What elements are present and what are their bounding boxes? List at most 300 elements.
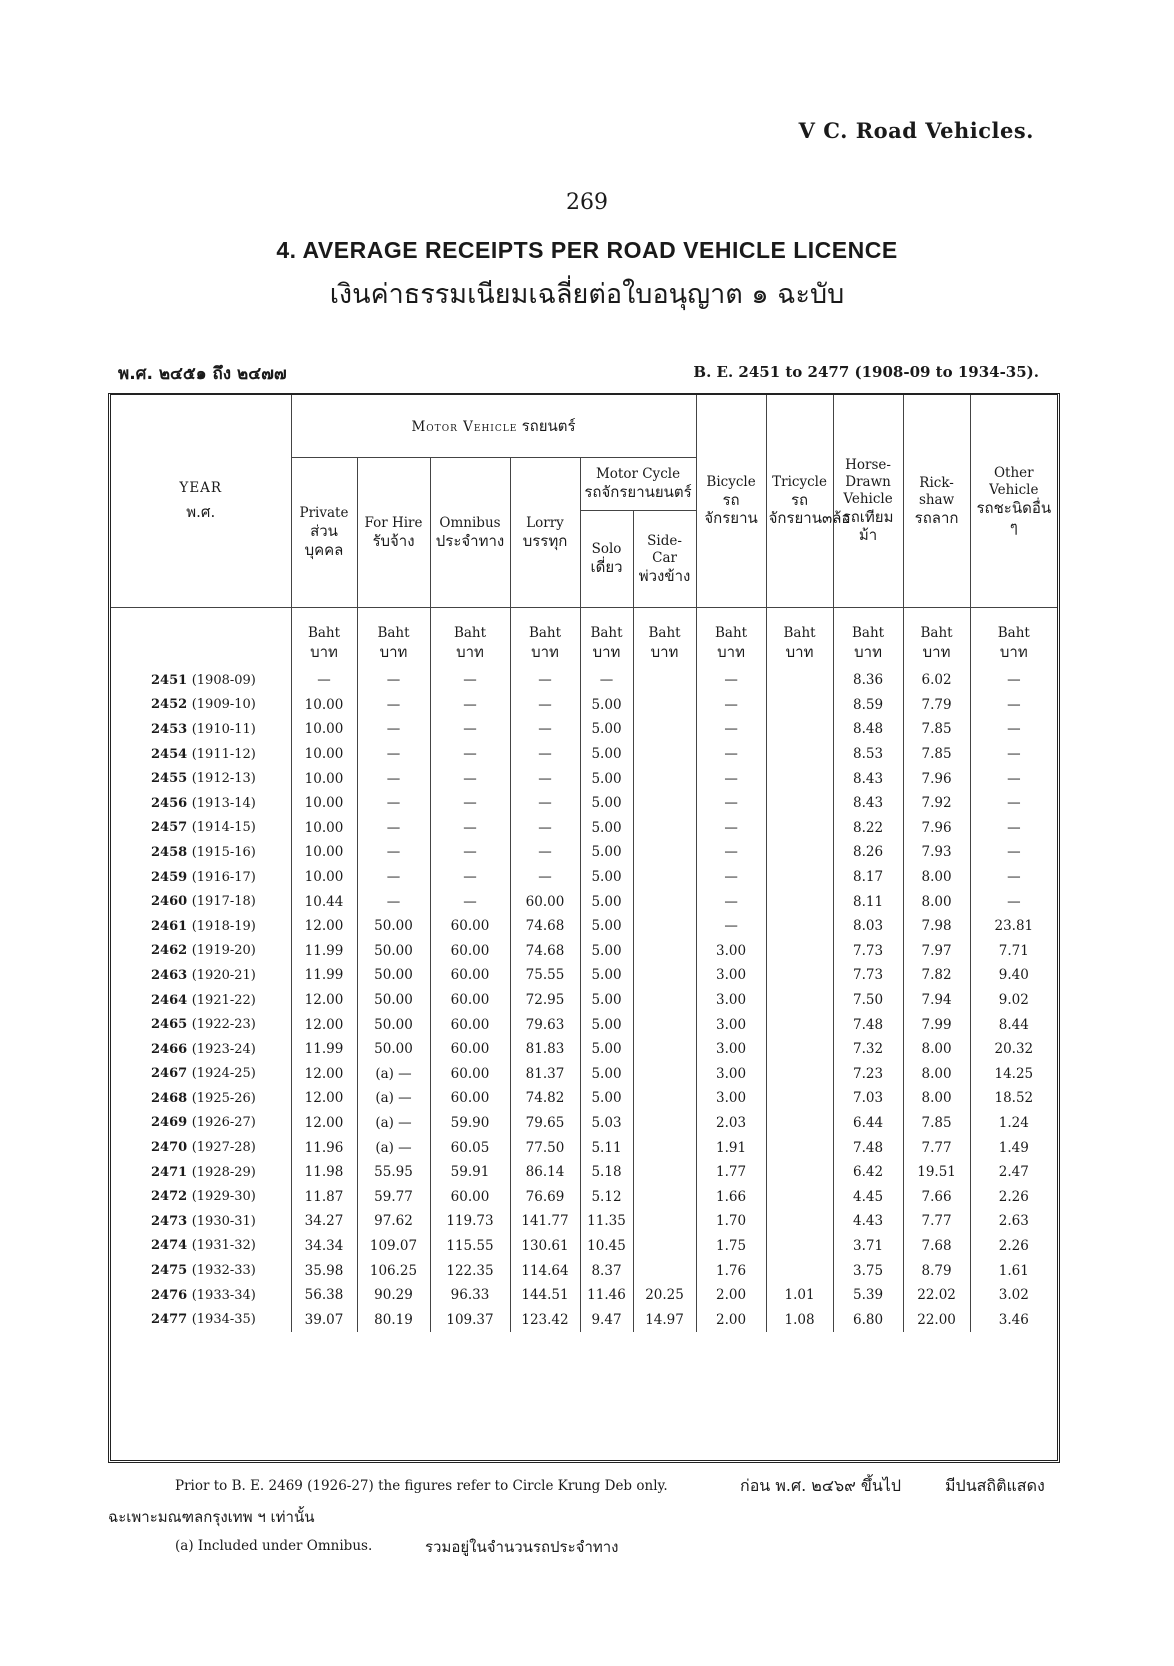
cell-rickshaw: 22.02 [903, 1283, 970, 1308]
cell-hire: 59.77 [357, 1184, 430, 1209]
cell-private: 11.99 [291, 963, 357, 988]
cell-other: 3.46 [970, 1307, 1057, 1332]
cell-other: 2.63 [970, 1209, 1057, 1234]
unit-cell: Baht บาท [357, 608, 430, 669]
unit-cell: Baht บาท [633, 608, 696, 669]
cell-hire: 50.00 [357, 914, 430, 939]
cell-horse: 8.03 [833, 914, 903, 939]
cell-tricycle [766, 742, 833, 767]
cell-tricycle [766, 1062, 833, 1087]
cell-tricycle [766, 1111, 833, 1136]
cell-rickshaw: 7.99 [903, 1012, 970, 1037]
cell-side [633, 1160, 696, 1185]
cell-horse: 4.45 [833, 1184, 903, 1209]
cell-rickshaw: 7.77 [903, 1209, 970, 1234]
cell-horse: 8.17 [833, 865, 903, 890]
table-row [111, 1062, 1057, 1087]
cell-other: — [970, 717, 1057, 742]
unit-cell: Baht บาท [430, 608, 510, 669]
cell-private: — [291, 668, 357, 693]
year-cell: 2469 (1926-27) [151, 1115, 256, 1131]
col-group-motor-cycle: Motor Cycle รถจักรยานยนตร์ [580, 458, 696, 511]
cell-private: 12.00 [291, 1086, 357, 1111]
cell-lorry: 130.61 [510, 1234, 580, 1259]
table-row [111, 1209, 1057, 1234]
cell-omnibus: — [430, 693, 510, 718]
cell-hire: 50.00 [357, 988, 430, 1013]
cell-horse: 7.73 [833, 963, 903, 988]
cell-omnibus: 60.00 [430, 914, 510, 939]
cell-side [633, 1135, 696, 1160]
cell-other: — [970, 693, 1057, 718]
receipts-table-frame [108, 393, 1060, 1463]
cell-private: 56.38 [291, 1283, 357, 1308]
cell-solo: 5.18 [580, 1160, 633, 1185]
cell-rickshaw: 19.51 [903, 1160, 970, 1185]
cell-omnibus: 60.00 [430, 1086, 510, 1111]
cell-omnibus: 115.55 [430, 1234, 510, 1259]
cell-bicycle: 3.00 [696, 939, 766, 964]
cell-bicycle: — [696, 791, 766, 816]
cell-tricycle [766, 1135, 833, 1160]
col-other-vehicle: Other Vehicle รถชะนิดอื่น ๆ [970, 395, 1057, 608]
cell-bicycle: — [696, 914, 766, 939]
cell-bicycle: 3.00 [696, 1062, 766, 1087]
cell-solo: 5.00 [580, 693, 633, 718]
cell-tricycle [766, 693, 833, 718]
cell-lorry: — [510, 865, 580, 890]
cell-private: 12.00 [291, 1012, 357, 1037]
cell-solo: 5.00 [580, 889, 633, 914]
cell-solo: 11.35 [580, 1209, 633, 1234]
cell-hire: — [357, 742, 430, 767]
cell-private: 35.98 [291, 1258, 357, 1283]
cell-lorry: 76.69 [510, 1184, 580, 1209]
table-row [111, 1307, 1057, 1332]
cell-lorry: 81.83 [510, 1037, 580, 1062]
cell-rickshaw: 7.85 [903, 742, 970, 767]
cell-tricycle [766, 1086, 833, 1111]
col-private: Private ส่วนบุคคล [291, 458, 357, 608]
table-row [111, 1111, 1057, 1136]
cell-tricycle [766, 668, 833, 693]
col-tricycle: Tricycle รถจักรยาน๓ล้อ [766, 395, 833, 608]
cell-rickshaw: 7.85 [903, 1111, 970, 1136]
cell-private: 11.99 [291, 939, 357, 964]
cell-solo: 5.00 [580, 1062, 633, 1087]
cell-hire: (a) — [357, 1062, 430, 1087]
col-bicycle: Bicycle รถจักรยาน [696, 395, 766, 608]
cell-solo: — [580, 668, 633, 693]
year-cell: 2473 (1930-31) [151, 1213, 256, 1229]
cell-horse: 3.75 [833, 1258, 903, 1283]
cell-bicycle: — [696, 816, 766, 841]
year-range-th: พ.ศ. ๒๔๕๑ ถึง ๒๔๗๗ [118, 364, 287, 384]
table-row [111, 668, 1057, 693]
cell-rickshaw: 7.66 [903, 1184, 970, 1209]
cell-rickshaw: 7.92 [903, 791, 970, 816]
table-title-en: 4. AVERAGE RECEIPTS PER ROAD VEHICLE LICENCE [276, 237, 898, 263]
cell-side [633, 1258, 696, 1283]
table-row [111, 840, 1057, 865]
year-cell: 2471 (1928-29) [151, 1164, 256, 1180]
footnote-prior-th-a: ก่อน พ.ศ. ๒๔๖๙ ขึ้นไป [740, 1476, 901, 1495]
cell-private: 11.99 [291, 1037, 357, 1062]
table-row [111, 889, 1057, 914]
cell-hire: — [357, 816, 430, 841]
cell-bicycle: 1.77 [696, 1160, 766, 1185]
cell-rickshaw: 22.00 [903, 1307, 970, 1332]
cell-private: 34.34 [291, 1234, 357, 1259]
cell-hire: 90.29 [357, 1283, 430, 1308]
cell-rickshaw: 8.00 [903, 889, 970, 914]
section-heading: V C. Road Vehicles. [798, 118, 1034, 143]
table-row [111, 1234, 1057, 1259]
year-cell: 2461 (1918-19) [151, 918, 256, 934]
cell-hire: — [357, 668, 430, 693]
cell-solo: 5.00 [580, 1086, 633, 1111]
cell-lorry: — [510, 816, 580, 841]
cell-solo: 8.37 [580, 1258, 633, 1283]
cell-solo: 5.00 [580, 1012, 633, 1037]
cell-omnibus: — [430, 766, 510, 791]
cell-side [633, 668, 696, 693]
cell-bicycle: 3.00 [696, 1012, 766, 1037]
cell-tricycle [766, 865, 833, 890]
cell-bicycle: — [696, 717, 766, 742]
col-motor-vehicle-th: รถยนตร์ [521, 416, 576, 435]
cell-omnibus: 60.00 [430, 963, 510, 988]
unit-cell: Baht บาท [970, 608, 1057, 669]
year-cell: 2466 (1923-24) [151, 1041, 256, 1057]
col-side-car: Side-Car พ่วงข้าง [633, 511, 696, 608]
cell-tricycle [766, 939, 833, 964]
footnote-prior-en: Prior to B. E. 2469 (1926-27) the figures refer to Circle Krung Deb only. [175, 1478, 668, 1494]
cell-horse: 8.48 [833, 717, 903, 742]
cell-rickshaw: 7.82 [903, 963, 970, 988]
cell-solo: 5.00 [580, 766, 633, 791]
cell-other: — [970, 668, 1057, 693]
cell-tricycle [766, 1234, 833, 1259]
cell-omnibus: — [430, 840, 510, 865]
cell-private: 39.07 [291, 1307, 357, 1332]
cell-bicycle: — [696, 766, 766, 791]
cell-rickshaw: 8.00 [903, 1037, 970, 1062]
col-year [111, 395, 291, 608]
cell-hire: 106.25 [357, 1258, 430, 1283]
year-range-en: B. E. 2451 to 2477 (1908-09 to 1934-35). [693, 363, 1039, 381]
cell-horse: 7.48 [833, 1135, 903, 1160]
cell-horse: 7.23 [833, 1062, 903, 1087]
cell-side [633, 963, 696, 988]
cell-tricycle [766, 1184, 833, 1209]
cell-horse: 3.71 [833, 1234, 903, 1259]
cell-tricycle [766, 1258, 833, 1283]
cell-omnibus: 60.00 [430, 1012, 510, 1037]
unit-row [111, 608, 1057, 669]
cell-side [633, 766, 696, 791]
cell-private: 10.00 [291, 865, 357, 890]
cell-tricycle [766, 717, 833, 742]
table-row [111, 717, 1057, 742]
cell-private: 10.00 [291, 742, 357, 767]
cell-omnibus: 60.00 [430, 939, 510, 964]
table-row [111, 1037, 1057, 1062]
cell-omnibus: 59.91 [430, 1160, 510, 1185]
cell-bicycle: 3.00 [696, 1037, 766, 1062]
cell-side: 20.25 [633, 1283, 696, 1308]
table-row [111, 1135, 1057, 1160]
cell-solo: 5.00 [580, 963, 633, 988]
cell-lorry: — [510, 840, 580, 865]
cell-hire: (a) — [357, 1135, 430, 1160]
cell-tricycle [766, 988, 833, 1013]
col-year-en: YEAR [179, 480, 223, 497]
cell-rickshaw: 7.96 [903, 766, 970, 791]
cell-side: 14.97 [633, 1307, 696, 1332]
cell-lorry: — [510, 791, 580, 816]
cell-side [633, 1111, 696, 1136]
cell-side [633, 816, 696, 841]
cell-omnibus: 60.00 [430, 1037, 510, 1062]
cell-other: 1.24 [970, 1111, 1057, 1136]
page-number: 269 [566, 190, 608, 215]
cell-bicycle: — [696, 742, 766, 767]
cell-side [633, 914, 696, 939]
cell-bicycle: 3.00 [696, 988, 766, 1013]
footnote-a-en: (a) Included under Omnibus. [175, 1538, 373, 1554]
cell-solo: 5.00 [580, 717, 633, 742]
cell-side [633, 791, 696, 816]
cell-tricycle [766, 766, 833, 791]
cell-hire: 50.00 [357, 1012, 430, 1037]
cell-hire: 97.62 [357, 1209, 430, 1234]
cell-omnibus: — [430, 742, 510, 767]
cell-lorry: 74.68 [510, 939, 580, 964]
cell-solo: 5.12 [580, 1184, 633, 1209]
cell-hire: 55.95 [357, 1160, 430, 1185]
cell-side [633, 717, 696, 742]
table-row [111, 766, 1057, 791]
cell-bicycle: — [696, 840, 766, 865]
cell-omnibus: 60.00 [430, 988, 510, 1013]
cell-hire: — [357, 889, 430, 914]
cell-omnibus: — [430, 816, 510, 841]
cell-hire: 50.00 [357, 1037, 430, 1062]
cell-hire: — [357, 865, 430, 890]
cell-lorry: 75.55 [510, 963, 580, 988]
cell-solo: 5.03 [580, 1111, 633, 1136]
year-cell: 2460 (1917-18) [151, 894, 256, 910]
year-cell: 2453 (1910-11) [151, 721, 256, 737]
cell-solo: 5.00 [580, 939, 633, 964]
cell-hire: 50.00 [357, 939, 430, 964]
table-row [111, 1012, 1057, 1037]
cell-solo: 10.45 [580, 1234, 633, 1259]
col-for-hire: For Hire รับจ้าง [357, 458, 430, 608]
cell-private: 11.98 [291, 1160, 357, 1185]
cell-side [633, 1037, 696, 1062]
cell-omnibus: 60.00 [430, 1184, 510, 1209]
cell-side [633, 840, 696, 865]
year-cell: 2464 (1921-22) [151, 992, 256, 1008]
cell-lorry: — [510, 668, 580, 693]
cell-horse: 6.44 [833, 1111, 903, 1136]
cell-lorry: 141.77 [510, 1209, 580, 1234]
cell-omnibus: 119.73 [430, 1209, 510, 1234]
cell-lorry: 74.82 [510, 1086, 580, 1111]
year-cell: 2477 (1934-35) [151, 1312, 256, 1328]
cell-other: — [970, 840, 1057, 865]
cell-hire: 109.07 [357, 1234, 430, 1259]
cell-other: — [970, 742, 1057, 767]
cell-rickshaw: 7.79 [903, 693, 970, 718]
cell-hire: — [357, 766, 430, 791]
cell-rickshaw: 7.77 [903, 1135, 970, 1160]
unit-cell: Baht บาท [903, 608, 970, 669]
cell-other: 1.49 [970, 1135, 1057, 1160]
cell-omnibus: — [430, 889, 510, 914]
cell-bicycle: — [696, 865, 766, 890]
receipts-table [111, 395, 1057, 1332]
table-row [111, 963, 1057, 988]
table-row [111, 791, 1057, 816]
cell-other: 2.26 [970, 1234, 1057, 1259]
cell-tricycle [766, 1209, 833, 1234]
cell-horse: 4.43 [833, 1209, 903, 1234]
table-row [111, 816, 1057, 841]
cell-lorry: 144.51 [510, 1283, 580, 1308]
col-horse-drawn: Horse-Drawn Vehicle รถเทียมม้า [833, 395, 903, 608]
cell-solo: 5.11 [580, 1135, 633, 1160]
cell-side [633, 988, 696, 1013]
cell-private: 12.00 [291, 988, 357, 1013]
cell-omnibus: 96.33 [430, 1283, 510, 1308]
cell-solo: 5.00 [580, 914, 633, 939]
cell-bicycle: 3.00 [696, 1086, 766, 1111]
cell-solo: 5.00 [580, 1037, 633, 1062]
cell-rickshaw: 8.00 [903, 1086, 970, 1111]
col-year-th: พ.ศ. [186, 503, 216, 522]
cell-solo: 5.00 [580, 840, 633, 865]
cell-bicycle: 2.03 [696, 1111, 766, 1136]
cell-solo: 5.00 [580, 791, 633, 816]
table-row [111, 1283, 1057, 1308]
col-rickshaw: Rick-shaw รถลาก [903, 395, 970, 608]
year-cell: 2475 (1932-33) [151, 1263, 256, 1279]
year-cell: 2468 (1925-26) [151, 1090, 256, 1106]
cell-bicycle: 3.00 [696, 963, 766, 988]
cell-bicycle: 1.76 [696, 1258, 766, 1283]
cell-horse: 5.39 [833, 1283, 903, 1308]
table-title-th: เงินค่าธรรมเนียมเฉลี่ยต่อใบอนุญาต ๑ ฉะบับ [329, 279, 845, 310]
cell-other: 18.52 [970, 1086, 1057, 1111]
cell-private: 10.00 [291, 816, 357, 841]
footnote-prior-th-b: มีปนสถิติแสดง [945, 1476, 1045, 1495]
cell-omnibus: — [430, 791, 510, 816]
year-cell: 2451 (1908-09) [151, 672, 256, 688]
cell-tricycle [766, 1037, 833, 1062]
cell-side [633, 1062, 696, 1087]
year-cell: 2467 (1924-25) [151, 1066, 256, 1082]
cell-lorry: 77.50 [510, 1135, 580, 1160]
table-row [111, 1086, 1057, 1111]
cell-other: 9.40 [970, 963, 1057, 988]
cell-horse: 8.59 [833, 693, 903, 718]
unit-cell: Baht บาท [510, 608, 580, 669]
unit-cell: Baht บาท [766, 608, 833, 669]
cell-lorry: 79.65 [510, 1111, 580, 1136]
cell-private: 12.00 [291, 1111, 357, 1136]
cell-hire: 50.00 [357, 963, 430, 988]
cell-other: 7.71 [970, 939, 1057, 964]
col-solo: Solo เดี่ยว [580, 511, 633, 608]
cell-rickshaw: 7.85 [903, 717, 970, 742]
cell-private: 11.87 [291, 1184, 357, 1209]
cell-other: 3.02 [970, 1283, 1057, 1308]
cell-other: 1.61 [970, 1258, 1057, 1283]
cell-horse: 7.32 [833, 1037, 903, 1062]
cell-lorry: 86.14 [510, 1160, 580, 1185]
cell-other: 20.32 [970, 1037, 1057, 1062]
col-group-motor-vehicle [291, 395, 696, 458]
cell-solo: 5.00 [580, 742, 633, 767]
cell-lorry: 81.37 [510, 1062, 580, 1087]
cell-lorry: — [510, 742, 580, 767]
cell-hire: — [357, 693, 430, 718]
cell-tricycle [766, 889, 833, 914]
cell-side [633, 742, 696, 767]
cell-private: 10.44 [291, 889, 357, 914]
cell-horse: 8.26 [833, 840, 903, 865]
cell-side [633, 693, 696, 718]
cell-private: 34.27 [291, 1209, 357, 1234]
cell-private: 10.00 [291, 717, 357, 742]
cell-tricycle: 1.08 [766, 1307, 833, 1332]
cell-lorry: — [510, 717, 580, 742]
year-cell: 2470 (1927-28) [151, 1140, 256, 1156]
cell-tricycle [766, 840, 833, 865]
table-row [111, 1258, 1057, 1283]
table-row [111, 1184, 1057, 1209]
cell-side [633, 1234, 696, 1259]
cell-bicycle: 1.66 [696, 1184, 766, 1209]
col-lorry: Lorry บรรทุก [510, 458, 580, 608]
year-cell: 2463 (1920-21) [151, 967, 256, 983]
cell-horse: 8.53 [833, 742, 903, 767]
cell-rickshaw: 8.79 [903, 1258, 970, 1283]
cell-omnibus: — [430, 668, 510, 693]
year-cell: 2458 (1915-16) [151, 844, 256, 860]
cell-bicycle: — [696, 668, 766, 693]
year-cell: 2457 (1914-15) [151, 820, 256, 836]
cell-omnibus: 59.90 [430, 1111, 510, 1136]
cell-private: 10.00 [291, 791, 357, 816]
cell-bicycle: 1.91 [696, 1135, 766, 1160]
cell-lorry: 79.63 [510, 1012, 580, 1037]
cell-horse: 7.50 [833, 988, 903, 1013]
footnote-a-th: รวมอยู่ในจำนวนรถประจำทาง [425, 1538, 619, 1556]
cell-bicycle: — [696, 889, 766, 914]
footnote-prior-th-c: ฉะเพาะมณฑลกรุงเทพ ฯ เท่านั้น [108, 1508, 315, 1526]
cell-tricycle [766, 914, 833, 939]
cell-other: 2.26 [970, 1184, 1057, 1209]
cell-private: 11.96 [291, 1135, 357, 1160]
cell-private: 10.00 [291, 766, 357, 791]
cell-bicycle: 2.00 [696, 1307, 766, 1332]
table-row [111, 865, 1057, 890]
year-cell: 2459 (1916-17) [151, 869, 256, 885]
